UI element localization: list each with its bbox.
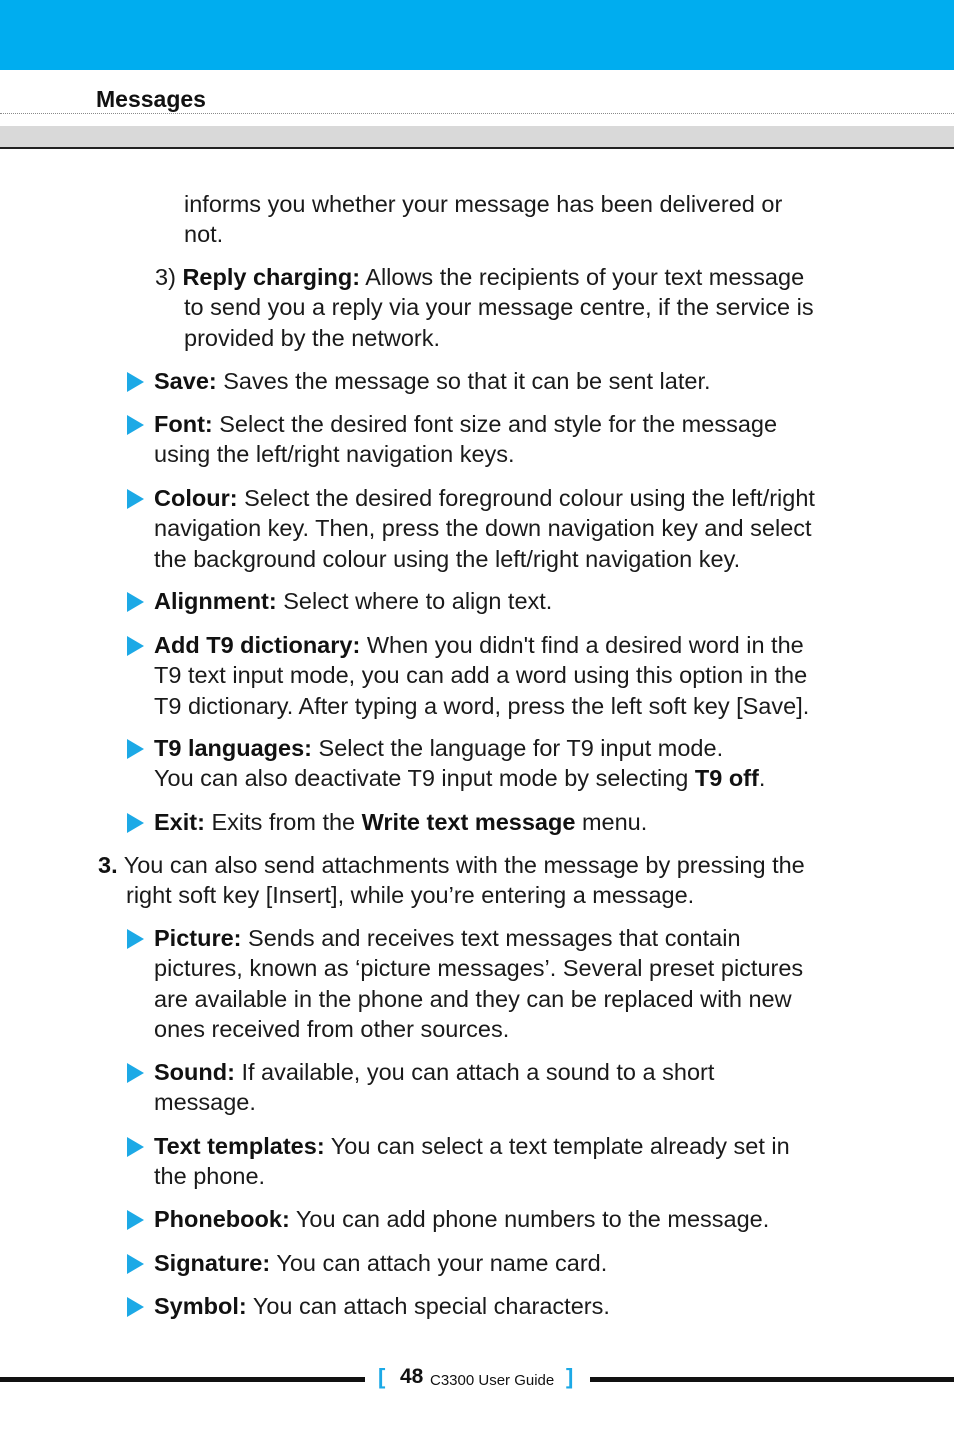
- option-term: Sound:: [154, 1059, 235, 1085]
- bullet-arrow-icon: [127, 739, 144, 759]
- option-exit: [154, 807, 647, 837]
- text-line: the background colour using the left/right navigation key.: [154, 545, 741, 572]
- emphasis-text: T9 off: [694, 765, 759, 792]
- text-line: pictures, known as ‘picture messages’. Several preset pictures: [154, 955, 804, 982]
- item-number: 3): [155, 264, 176, 290]
- option-save: [154, 366, 711, 396]
- option-alignment: [154, 586, 552, 616]
- option-text: You can attach your name card.: [270, 1250, 608, 1276]
- option-text: If available, you can attach a sound to a short: [234, 1059, 715, 1085]
- bullet-arrow-icon: [127, 1137, 144, 1157]
- attachment-symbol: [154, 1291, 610, 1321]
- reply-charging-item: [155, 262, 814, 353]
- option-text: You can add phone numbers to the message.: [289, 1206, 770, 1232]
- option-text: Select the language for T9 input mode.: [312, 735, 724, 761]
- bullet-arrow-icon: [127, 1063, 144, 1083]
- bullet-arrow-icon: [127, 415, 144, 435]
- text-line: provided by the network.: [184, 324, 441, 351]
- option-text: Sends and receives text messages that contain: [241, 925, 741, 951]
- option-term: Signature:: [154, 1250, 271, 1276]
- option-text: When you didn't find a desired word in the: [360, 632, 804, 658]
- option-term: Alignment:: [154, 588, 277, 614]
- text-line: to send you a reply via your message centre, if the service is: [184, 294, 814, 321]
- page-footer: [370, 1364, 585, 1394]
- text-line: are available in the phone and they can be replaced with new: [154, 985, 792, 1012]
- option-term: Font:: [154, 411, 213, 437]
- option-text: Select where to align text.: [276, 588, 553, 614]
- bullet-arrow-icon: [127, 592, 144, 612]
- emphasis-text: Write text message: [361, 809, 576, 835]
- section-title: Messages: [96, 86, 206, 112]
- step-text: You can also send attachments with the message by pressing the: [117, 852, 805, 878]
- step-3: [98, 850, 805, 911]
- footer-rule-right: [590, 1377, 954, 1382]
- step-number: 3.: [98, 852, 118, 878]
- option-font: [154, 409, 777, 470]
- bullet-arrow-icon: [127, 929, 144, 949]
- option-add-t9-dictionary: [154, 630, 809, 721]
- item-text: Allows the recipients of your text message: [360, 264, 805, 290]
- text-line: message.: [154, 1089, 256, 1116]
- continuation-paragraph: [184, 189, 782, 250]
- page-number: 48: [400, 1365, 424, 1388]
- bullet-arrow-icon: [127, 636, 144, 656]
- item-term: Reply charging:: [182, 264, 361, 290]
- bracket-close: ]: [566, 1364, 574, 1389]
- bullet-arrow-icon: [127, 1297, 144, 1317]
- option-text: You can attach special characters.: [246, 1293, 610, 1319]
- option-colour: [154, 483, 815, 574]
- text-line: not.: [184, 221, 224, 248]
- option-text: You can select a text template already set in: [324, 1133, 790, 1159]
- option-term: Add T9 dictionary:: [154, 632, 361, 658]
- text-line: You can also deactivate T9 input mode by selecting: [154, 765, 695, 792]
- option-text: Exits from the: [204, 809, 362, 835]
- option-term: Exit:: [154, 809, 205, 835]
- bullet-arrow-icon: [127, 372, 144, 392]
- text-line: T9 text input mode, you can add a word using this option in the: [154, 662, 808, 689]
- text-line: navigation key. Then, press the down navigation key and select: [154, 515, 812, 542]
- text-line: the phone.: [154, 1163, 266, 1190]
- bullet-arrow-icon: [127, 813, 144, 833]
- option-text: Select the desired foreground colour using the left/right: [237, 485, 815, 511]
- text-line: right soft key [Insert], while you’re entering a message.: [126, 882, 695, 909]
- text-line: informs you whether your message has been delivered or: [184, 191, 783, 217]
- option-term: Save:: [154, 368, 217, 394]
- bracket-open: [: [378, 1364, 386, 1389]
- footer-rule-left: [0, 1377, 365, 1382]
- dotted-divider: [0, 113, 954, 114]
- option-term: Symbol:: [154, 1293, 247, 1319]
- guide-title: C3300 User Guide: [430, 1372, 555, 1389]
- text-line: T9 dictionary. After typing a word, press the left soft key [Save].: [154, 692, 810, 719]
- attachment-sound: [154, 1057, 714, 1118]
- bullet-arrow-icon: [127, 489, 144, 509]
- option-text: Select the desired font size and style for the message: [212, 411, 778, 437]
- gray-header-band: [0, 126, 954, 149]
- bullet-arrow-icon: [127, 1254, 144, 1274]
- text-line: ones received from other sources.: [154, 1015, 510, 1042]
- option-term: T9 languages:: [154, 735, 313, 761]
- bullet-arrow-icon: [127, 1210, 144, 1230]
- attachment-phonebook: [154, 1204, 769, 1234]
- text-line: .: [758, 765, 766, 792]
- attachment-signature: [154, 1248, 607, 1278]
- option-term: Colour:: [154, 485, 238, 511]
- attachment-text-templates: [154, 1131, 790, 1192]
- option-term: Text templates:: [154, 1133, 325, 1159]
- option-text: menu.: [575, 809, 648, 835]
- option-term: Phonebook:: [154, 1206, 290, 1232]
- attachment-picture: [154, 923, 803, 1044]
- option-t9-languages: [154, 733, 765, 794]
- option-text: Saves the message so that it can be sent later.: [216, 368, 711, 394]
- option-term: Picture:: [154, 925, 242, 951]
- top-color-band: [0, 0, 954, 70]
- text-line: using the left/right navigation keys.: [154, 441, 515, 468]
